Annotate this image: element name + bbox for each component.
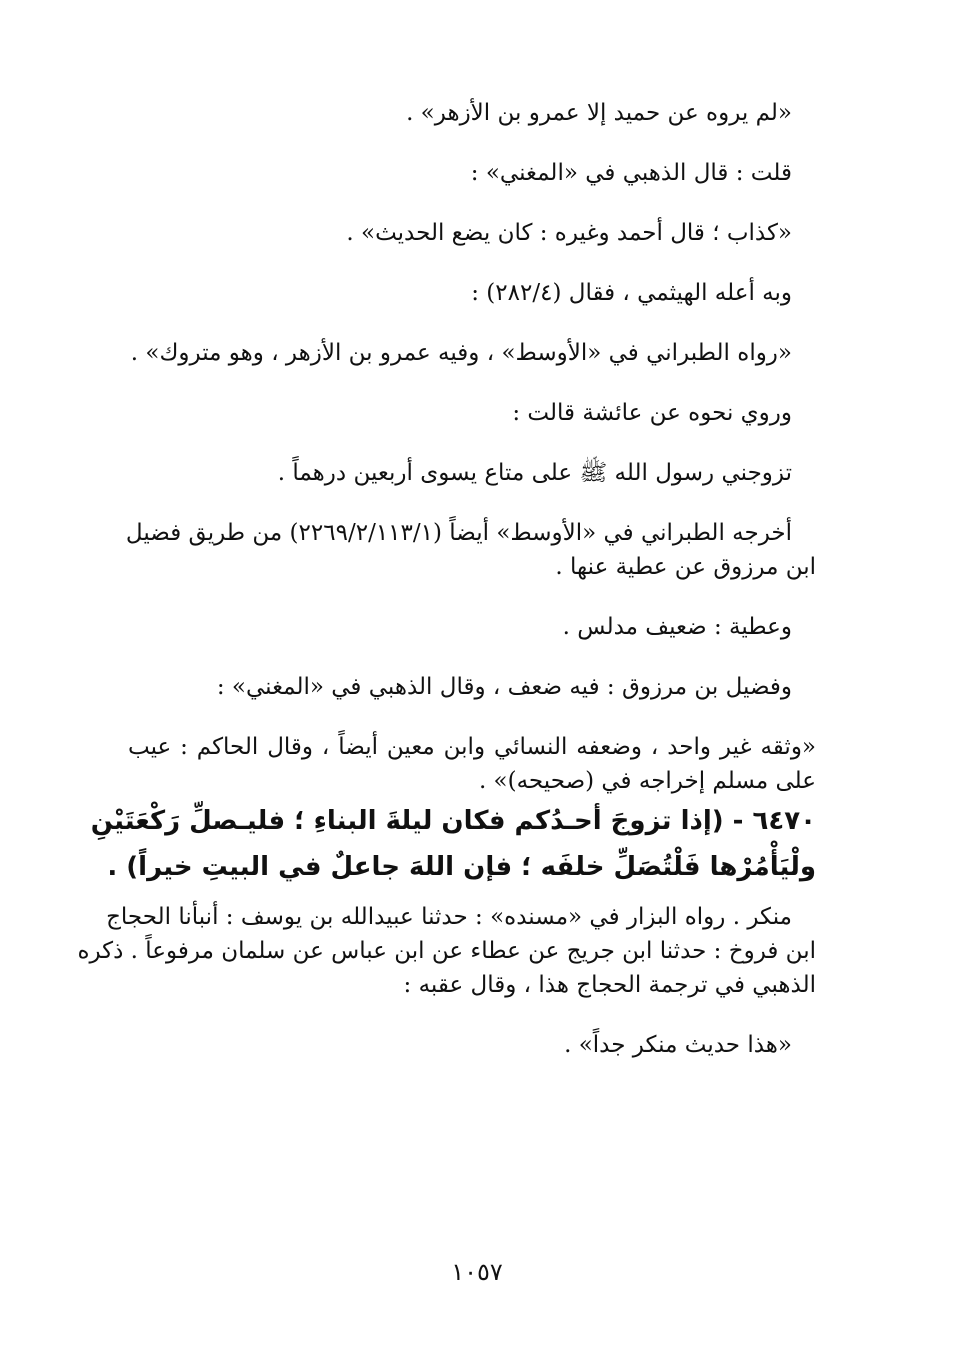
quote-line: «لم يروه عن حميد إلا عمرو بن الأزهر» . bbox=[406, 100, 792, 126]
text-line: وعطية : ضعيف مدلس . bbox=[562, 614, 792, 640]
text-line: وبه أعله الهيثمي ، فقال (٢٨٢/٤) : bbox=[471, 280, 792, 306]
takhrij-line: ابن مرزوق عن عطية عنها . bbox=[555, 554, 816, 580]
text-line: تزوجني رسول الله ﷺ على متاع يسوى أربعين درهماً . bbox=[277, 460, 792, 486]
takhrij-line: أخرجه الطبراني في «الأوسط» أيضاً (٢٢٦٩/٢/١١٣/١) من طريق فضيل bbox=[125, 520, 792, 546]
commentary-line: منكر . رواه البزار في «مسنده» : حدثنا عبيدالله بن يوسف : أنبأنا الحجاج bbox=[106, 904, 792, 930]
hadith-heading: ٦٤٧٠ - (إذا تزوجَ أحـدُكم فكان ليلةَ البناءِ ؛ فليـصلِّ رَكْعَتَيْنِ bbox=[90, 806, 816, 836]
page-number: ١٠٥٧ bbox=[451, 1258, 503, 1286]
text-line: وروي نحوه عن عائشة قالت : bbox=[512, 400, 792, 426]
page-text bbox=[77, 96, 817, 1062]
quote-line: «هذا حديث منكر جداً» . bbox=[564, 1032, 792, 1058]
commentary-line: ابن فروخ : حدثنا ابن جريج عن عطاء عن ابن عباس عن سلمان مرفوعاً . ذكره bbox=[77, 938, 816, 964]
text-line: وفضيل بن مرزوق : فيه ضعف ، وقال الذهبي في «المغني» : bbox=[216, 674, 792, 700]
quote-line: «رواه الطبراني في «الأوسط» ، وفيه عمرو بن الأزهر ، وهو متروك» . bbox=[130, 340, 792, 366]
commentary-line: الذهبي في ترجمة الحجاج هذا ، وقال عقبه : bbox=[403, 972, 816, 998]
quote-line: «وثقه غير واحد ، وضعفه النسائي وابن معين أيضاً ، وقال الحاكم : عيب bbox=[128, 734, 817, 760]
hadith-heading: ولْيَأْمُرْها فَلْتُصَلِّ خلفَه ؛ فإن اللهَ جاعلٌ في البيتِ خيراً) . bbox=[107, 852, 816, 882]
text-line: قلت : قال الذهبي في «المغني» : bbox=[470, 160, 792, 186]
quote-line: على مسلم إخراجه في (صحيحه)» . bbox=[478, 768, 816, 794]
quote-line: «كذاب ؛ قال أحمد وغيره : كان يضع الحديث» . bbox=[346, 220, 792, 246]
